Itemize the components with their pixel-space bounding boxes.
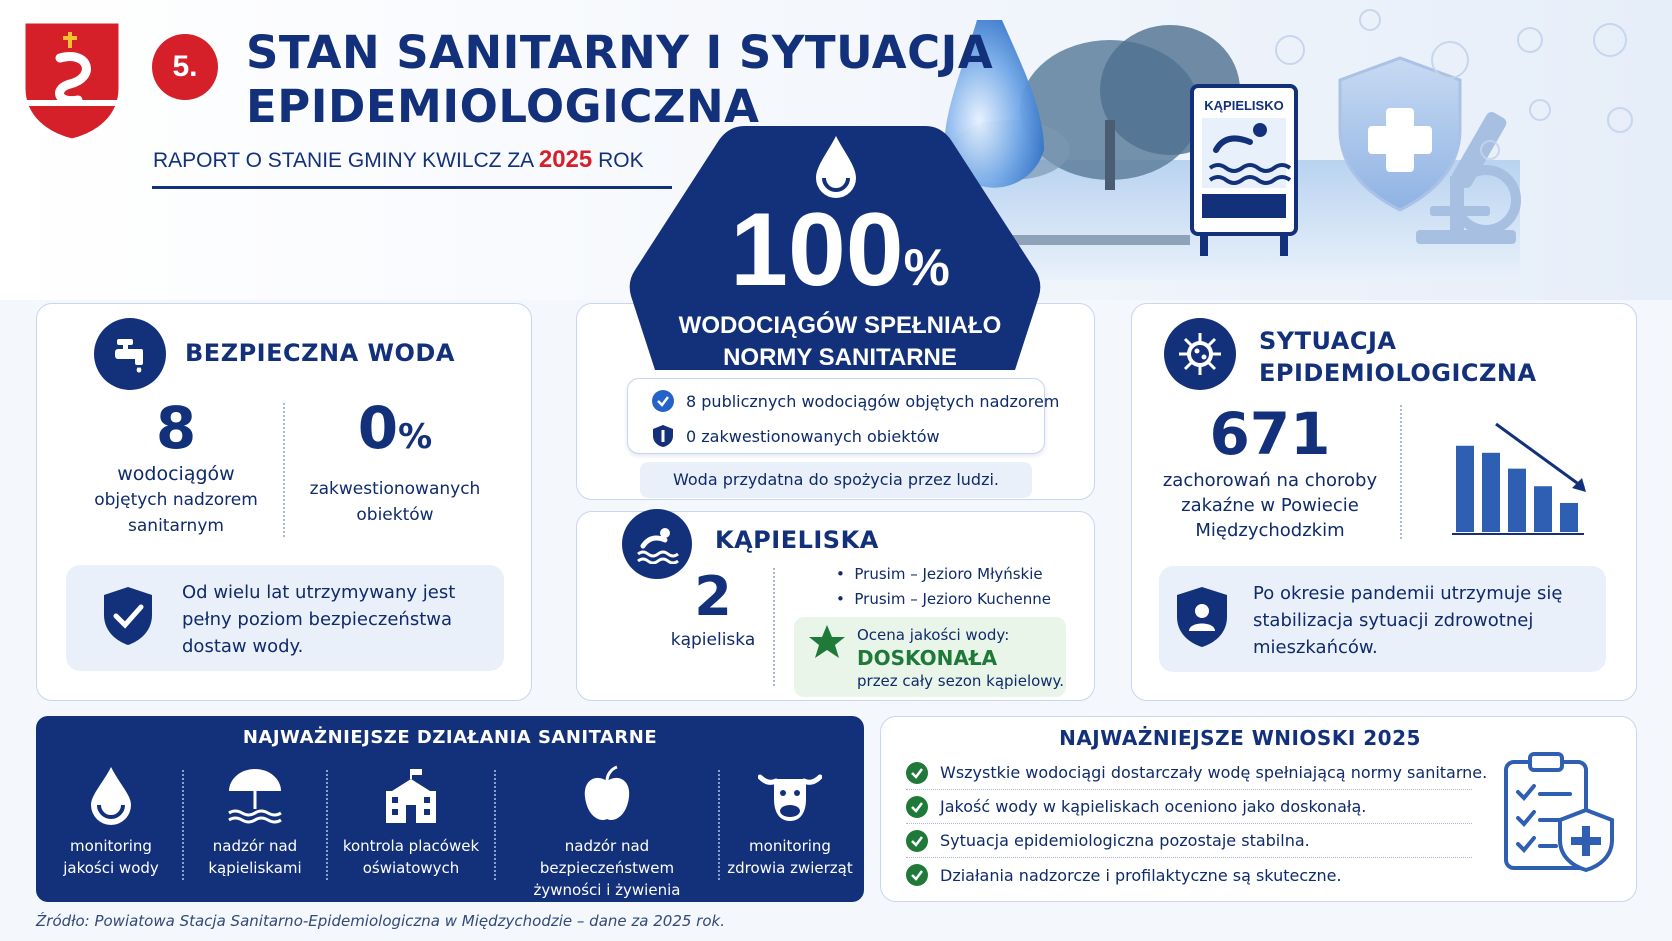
virus-icon: [1164, 318, 1236, 390]
epidemiology-title-line-2: EPIDEMIOLOGICZNA: [1259, 359, 1537, 387]
drinking-water-note: [640, 462, 1032, 498]
waterworks-label-3: sanitarnym: [128, 516, 224, 536]
hero-drop-icon: [812, 134, 860, 200]
action-label-1: kontrola placówek: [342, 837, 480, 855]
hero-fact-2-text: 0 zakwestionowanych obiektów: [686, 426, 940, 446]
epidemiology-title: [1259, 325, 1537, 389]
svg-text:KĄPIELISKO: KĄPIELISKO: [1204, 98, 1284, 113]
conclusion-item: [906, 756, 1488, 790]
water-note-line-3: dostaw wody.: [182, 636, 304, 657]
check-icon: [906, 830, 928, 852]
action-label-1: nadzór nad: [212, 837, 298, 855]
hero-value: 100: [730, 192, 904, 308]
action-item-animal-health: [720, 762, 860, 892]
trend-bar: [1482, 453, 1500, 532]
hero-caption: [650, 310, 1030, 374]
check-circle-icon: [652, 390, 674, 412]
page-title: [246, 26, 993, 134]
action-label-1: nadzór nad bezpieczeństwem: [539, 837, 675, 877]
stat-divider: [283, 403, 285, 537]
rejected-value: 0: [357, 394, 399, 462]
bathing-count-label: kąpieliska: [670, 630, 756, 650]
waterworks-label-2: objętych nadzorem: [94, 490, 258, 510]
trend-bar: [1534, 486, 1552, 532]
star-icon: [808, 623, 846, 661]
hero-fact-1-text: 8 publicznych wodociągów objętych nadzorem: [686, 391, 1060, 411]
trend-bar: [1456, 446, 1474, 532]
drinking-water-note-text: Woda przydatna do spożycia przez ludzi.: [672, 470, 1000, 489]
section-number-badge: [152, 34, 218, 100]
bathing-title: KĄPIELISKA: [715, 526, 879, 554]
hero-unit: %: [903, 239, 950, 297]
water-safety-text: [182, 579, 455, 660]
declining-trend-icon: [1452, 418, 1600, 538]
check-icon: [906, 796, 928, 818]
bathing-divider: [773, 568, 775, 686]
conclusion-item: [906, 790, 1472, 824]
source-note: Źródło: Powiatowa Stacja Sanitarno-Epidemiologiczna w Międzychodzie – dane za 2025 rok.: [36, 912, 725, 930]
epidemiology-note-line-3: mieszkańców.: [1253, 637, 1378, 658]
sanitary-actions-title: NAJWAŻNIEJSZE DZIAŁANIA SANITARNE: [242, 727, 658, 748]
disease-cases-value: 671: [1209, 400, 1331, 468]
conclusion-item: [906, 824, 1472, 858]
title-line-2: EPIDEMIOLOGICZNA: [246, 80, 760, 133]
action-label-1: monitoring: [70, 837, 152, 855]
water-tap-icon: [94, 318, 166, 390]
conclusion-item: [906, 858, 1472, 892]
hero-fact-1: [652, 390, 1059, 412]
disease-cases-label-3: Międzychodzkim: [1195, 520, 1345, 541]
trend-bar: [1560, 503, 1578, 532]
conclusions-title: NAJWAŻNIEJSZE WNIOSKI 2025: [1059, 726, 1421, 750]
action-label-1: monitoring: [749, 837, 831, 855]
bathing-place-item: • Prusim – Jezioro Młyńskie: [836, 565, 1043, 583]
waterworks-count: 8: [155, 394, 197, 462]
water-note-line-2: pełny poziom bezpieczeństwa: [182, 609, 453, 630]
section-number: 5.: [172, 50, 198, 83]
conclusion-text: Jakość wody w kąpieliskach oceniono jako doskonałą.: [940, 797, 1367, 816]
epidemiology-note-text: [1253, 580, 1562, 661]
conclusion-text: Sytuacja epidemiologiczna pozostaje stabilna.: [940, 831, 1310, 850]
hero-fact-2: [652, 424, 940, 448]
conclusion-text: Działania nadzorcze i profilaktyczne są skuteczne.: [940, 865, 1342, 885]
epidemiology-note-line-1: Po okresie pandemii utrzymuje się: [1253, 583, 1563, 604]
trend-bar: [1508, 469, 1526, 532]
bathing-sign: [1192, 86, 1296, 256]
epidemiology-divider: [1400, 405, 1402, 539]
subtitle-text: RAPORT O STANIE GMINY KWILCZ ZA: [153, 149, 534, 172]
hero-caption-line-2: NORMY SANITARNE: [723, 344, 957, 371]
shield-check-icon: [102, 585, 154, 647]
action-item-food-safety: [496, 762, 718, 899]
hero-caption-line-1: WODOCIĄGÓW SPEŁNIAŁO: [678, 312, 1002, 339]
water-note-line-1: Od wielu lat utrzymywany jest: [182, 582, 456, 603]
page-subtitle: [153, 146, 644, 174]
quality-value: DOSKONAŁA: [857, 646, 998, 670]
action-label-2: kąpieliskami: [208, 859, 302, 877]
action-label-2: żywności i żywienia: [533, 881, 681, 899]
water-drop-icon: [87, 765, 135, 825]
subtitle-underline: [152, 186, 672, 189]
action-label-2: jakości wody: [63, 859, 159, 877]
conclusions-list: [906, 756, 1488, 892]
bathing-count: [648, 566, 778, 652]
action-label-2: oświatowych: [362, 859, 460, 877]
disease-cases-label-2: zakaźne w Powiecie: [1181, 495, 1359, 516]
check-icon: [906, 762, 928, 784]
conclusion-text: Wszystkie wodociągi dostarczały wodę spełniającą normy sanitarne.: [940, 763, 1488, 782]
stat-waterworks: [76, 395, 276, 539]
subtitle-suffix: ROK: [598, 149, 644, 172]
disease-cases-label-1: zachorowań na choroby: [1162, 470, 1378, 491]
bathing-place-item: • Prusim – Jezioro Kuchenne: [836, 590, 1051, 608]
quality-note: przez cały sezon kąpielowy.: [857, 672, 1065, 690]
coat-of-arms-logo: [20, 18, 124, 142]
action-label-2: zdrowia zwierząt: [727, 859, 853, 877]
rejected-label-2: obiektów: [356, 505, 434, 525]
person-shield-icon: [1175, 585, 1229, 649]
cow-icon: [758, 765, 822, 825]
bathing-places-list: [836, 562, 1051, 612]
sanitary-actions-list: [40, 762, 860, 899]
safe-water-title: BEZPIECZNA WODA: [185, 339, 455, 367]
stat-rejected: [300, 395, 490, 528]
disease-cases-stat: [1150, 400, 1390, 543]
beach-umbrella-icon: [225, 765, 285, 825]
waterworks-label-1: wodociągów: [117, 463, 235, 485]
clipboard-shield-icon: [1500, 752, 1618, 874]
school-icon: [380, 765, 442, 825]
action-item-water-monitoring: [40, 762, 182, 892]
bathing-count-value: 2: [694, 565, 732, 628]
action-item-school-inspection: [328, 762, 494, 892]
check-icon: [906, 864, 928, 886]
rejected-label-1: zakwestionowanych: [309, 479, 481, 499]
rejected-unit: %: [398, 417, 433, 457]
action-item-bathing-supervision: [184, 762, 326, 892]
shield-icon: [652, 424, 674, 448]
quality-label: Ocena jakości wody:: [857, 626, 1010, 644]
apple-icon: [581, 765, 633, 825]
water-quality-text: [857, 625, 1064, 691]
subtitle-year: 2025: [538, 146, 593, 173]
epidemiology-note-line-2: stabilizacja sytuacji zdrowotnej: [1253, 610, 1534, 631]
title-line-1: STAN SANITARNY I SYTUACJA: [246, 26, 994, 79]
epidemiology-title-line-1: SYTUACJA: [1259, 327, 1397, 355]
